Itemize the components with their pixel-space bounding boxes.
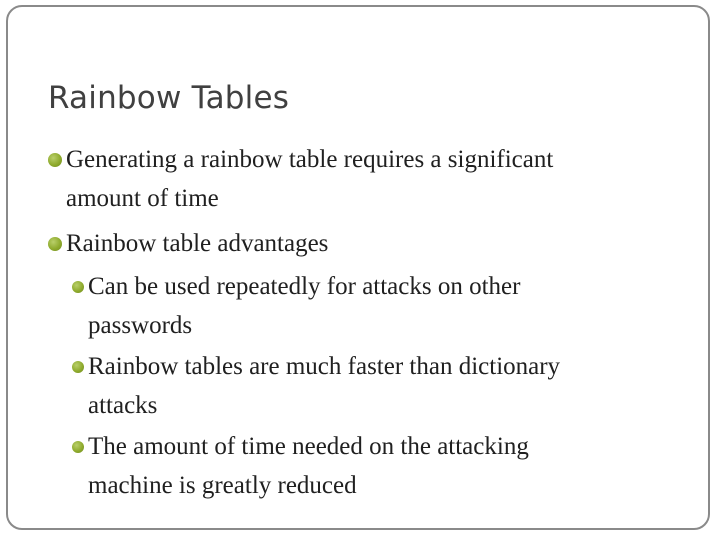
- bullet-text-continuation: amount of time: [66, 185, 219, 212]
- sub-bullet-text-continuation: attacks: [88, 392, 158, 419]
- slide-title: Rainbow Tables: [48, 80, 290, 116]
- sub-bullet-dot-icon: [72, 361, 84, 373]
- bullet-dot-icon: [48, 153, 62, 167]
- bullet-dot-icon: [48, 237, 62, 251]
- sub-bullet-dot-icon: [72, 281, 84, 293]
- sub-bullet-dot-icon: [72, 441, 84, 453]
- sub-bullet-text-continuation: passwords: [88, 312, 193, 339]
- sub-bullet-text: Rainbow tables are much faster than dictionary: [88, 353, 561, 380]
- sub-bullet-text-continuation: machine is greatly reduced: [88, 472, 357, 499]
- sub-bullet-text: The amount of time needed on the attacking: [88, 433, 529, 460]
- sub-bullet-text: Can be used repeatedly for attacks on other: [88, 273, 521, 300]
- bullet-text: Rainbow table advantages: [66, 230, 329, 257]
- bullet-text: Generating a rainbow table requires a significant: [66, 146, 554, 173]
